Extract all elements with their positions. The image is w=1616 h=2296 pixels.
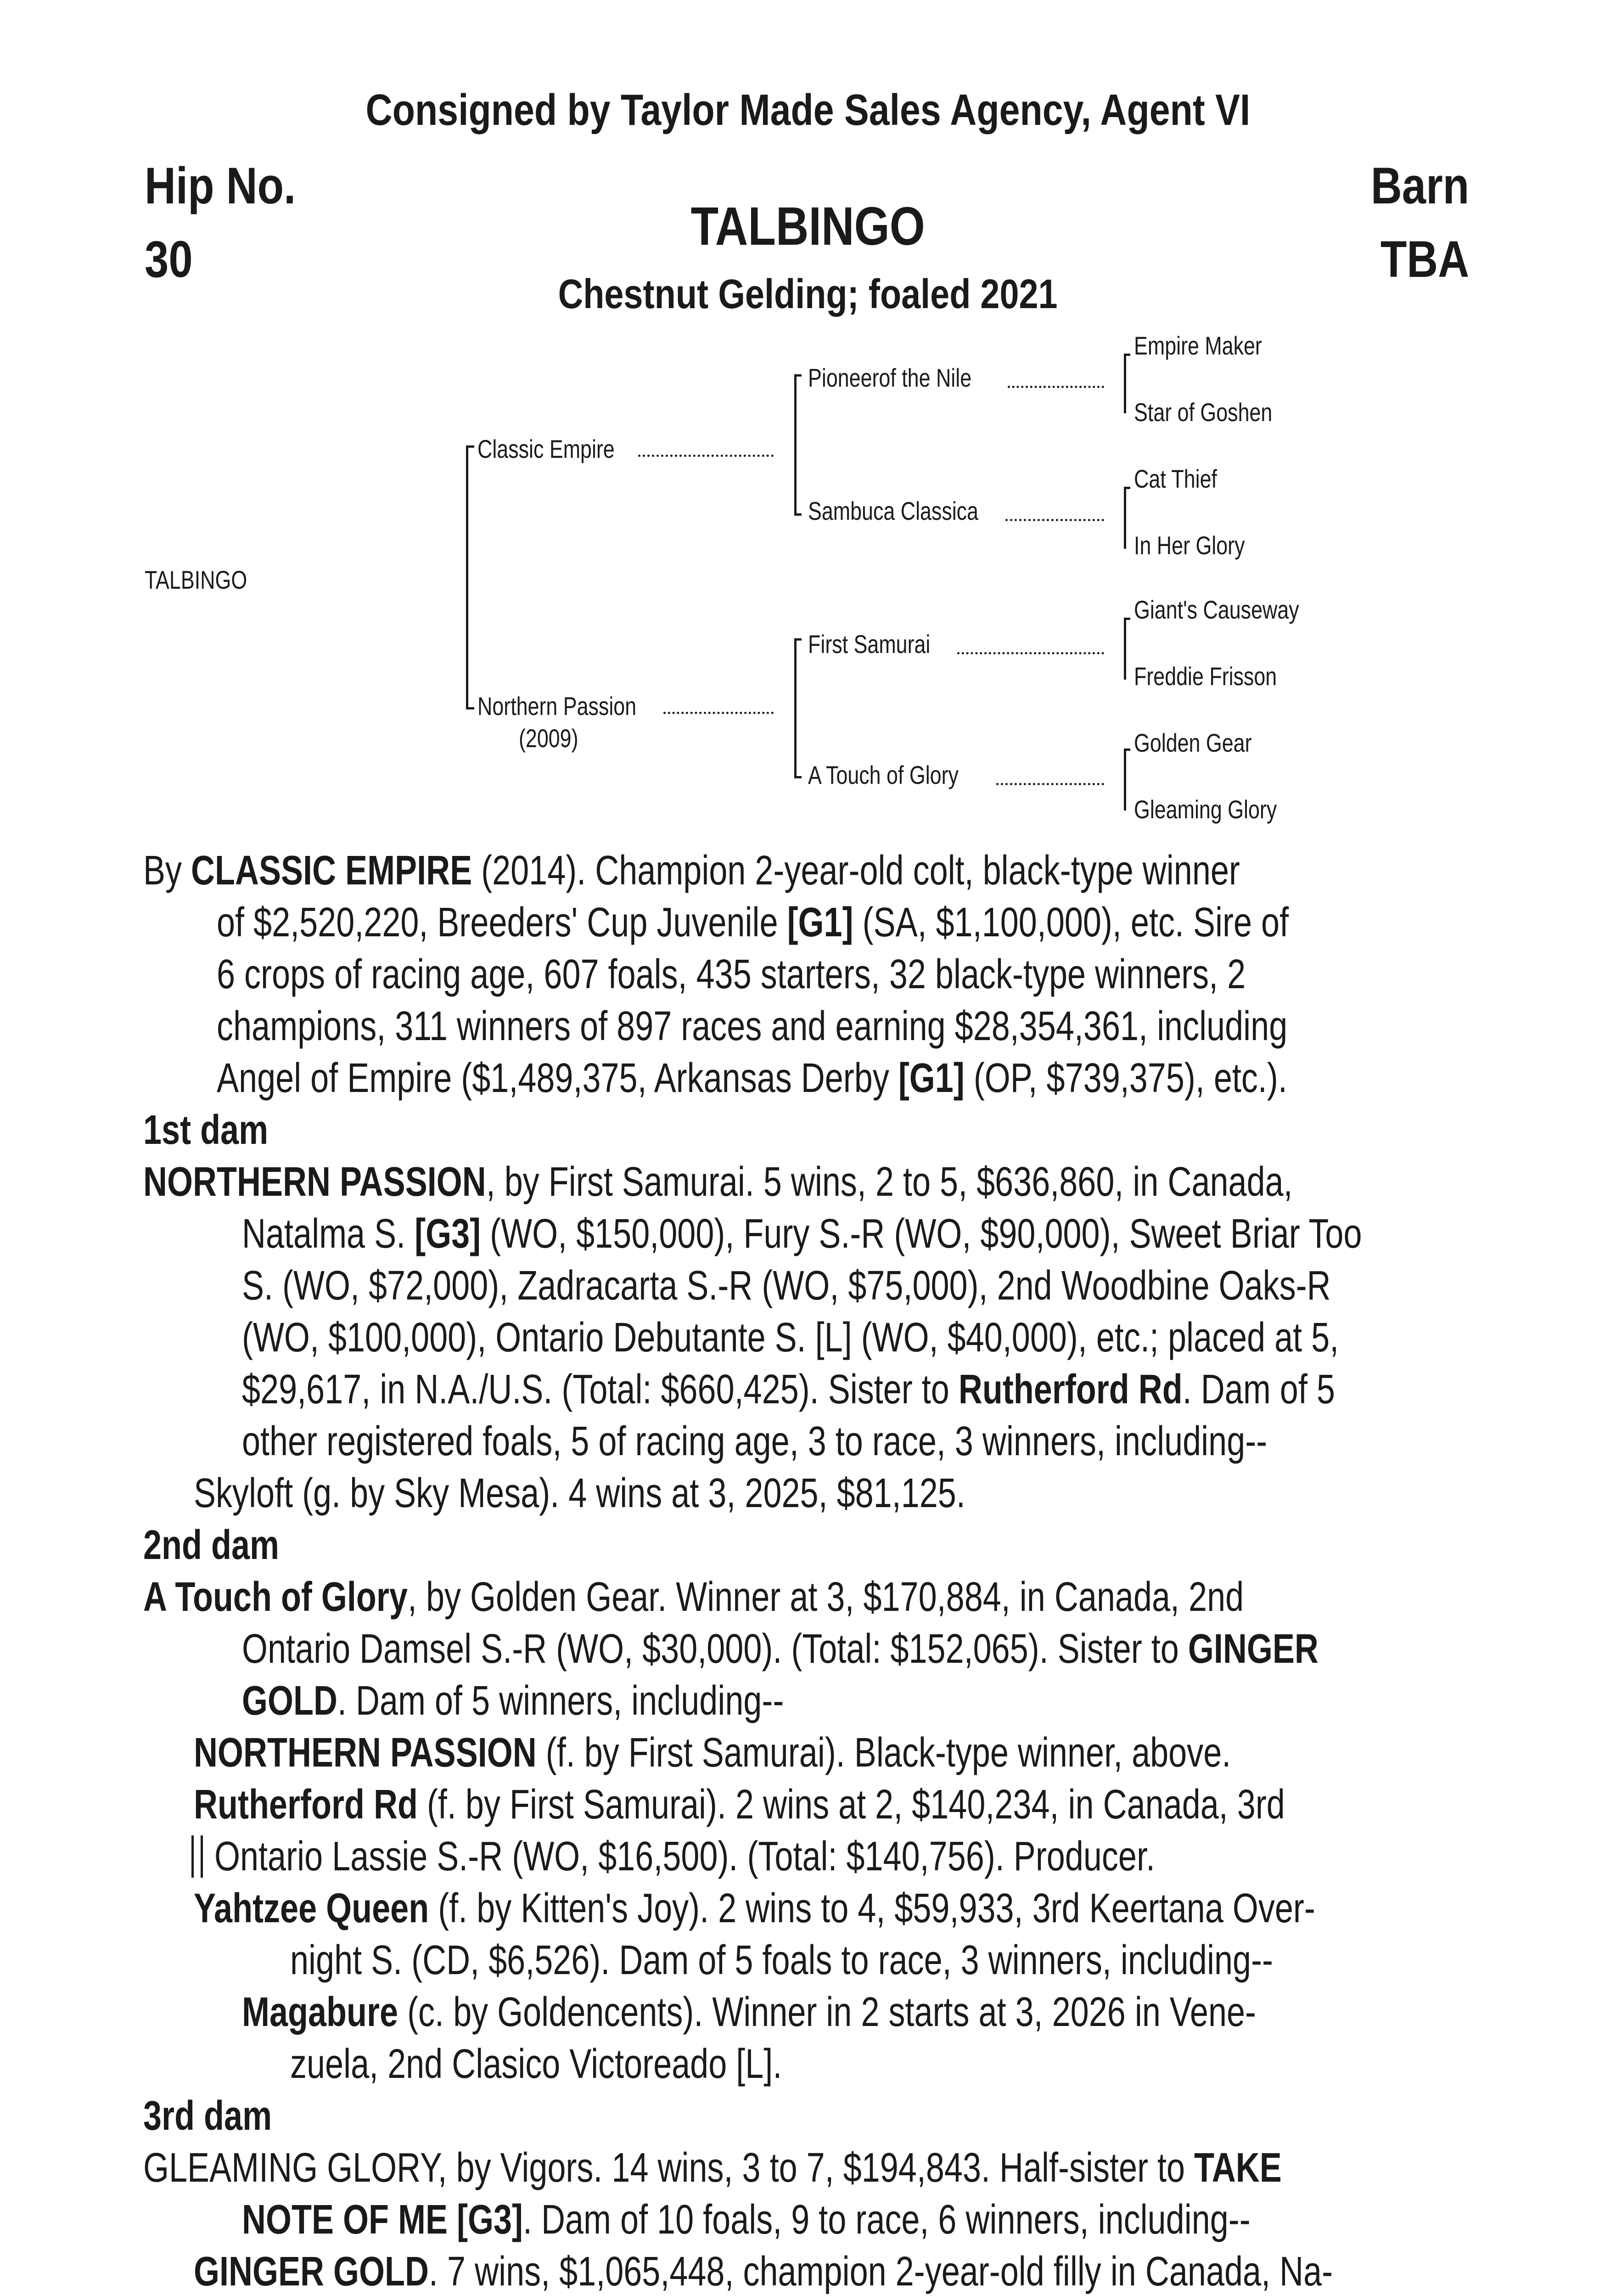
pedigree-sire: Classic Empire [477,434,615,463]
sire-line-text: Angel of Empire ($1,489,375, Arkansas Derby [G1] (OP, $739,375), etc.). [217,1055,1287,1101]
second-dam-line [143,2038,1442,2090]
hip-label: Hip No. [145,157,296,214]
pedigree-subject: TALBINGO [145,565,247,594]
second-dam-line-text: GOLD. Dam of 5 winners, including-- [242,1678,784,1724]
horse-name: TALBINGO [690,196,926,257]
sire-line-text: of $2,520,220, Breeders' Cup Juvenile [G1] (SA, $1,100,000), etc. Sire of [217,900,1289,945]
second-dam-line-text: Ontario Lassie S.-R (WO, $16,500). (Total: $140,756). Producer. [214,1834,1155,1880]
pedigree-dam-dam: A Touch of Glory [808,760,959,789]
pedigree-g5: Giant's Causeway [1134,595,1299,624]
first-dam-line [143,1312,1442,1364]
second-dam-line [143,1675,1442,1727]
pedigree-g8: Gleaming Glory [1134,795,1277,824]
sire-line [143,1052,1442,1104]
second-dam-line-text: Ontario Damsel S.-R (WO, $30,000). (Total: $152,065). Sister to GINGER [242,1626,1319,1672]
second-dam-line-text: Magabure (c. by Goldencents). Winner in 2 starts at 3, 2026 in Vene- [242,1989,1257,2035]
first-dam-line-text: S. (WO, $72,000), Zadracarta S.-R (WO, $75,000), 2nd Woodbine Oaks-R [242,1263,1331,1309]
first-dam-heading: 1st dam [143,1107,269,1153]
first-dam-line [143,1260,1442,1312]
third-dam-heading: 3rd dam [143,2093,272,2139]
pedigree-dam: Northern Passion [477,692,637,720]
third-dam-line-text: GINGER GOLD. 7 wins, $1,065,448, champion 2-year-old filly in Canada, Na- [194,2249,1333,2295]
sire-line-text: champions, 311 winners of 897 races and earning $28,354,361, including [217,1003,1288,1049]
first-dam-line [143,1468,1442,1519]
first-dam-line [143,1156,1442,1208]
second-dam-line-text: A Touch of Glory, by Golden Gear. Winner at 3, $170,884, in Canada, 2nd [143,1574,1244,1620]
first-dam-line-text: $29,617, in N.A./U.S. (Total: $660,425). Sister to Rutherford Rd. Dam of 5 [242,1367,1335,1412]
third-dam-line [143,2246,1442,2296]
second-dam-line [143,1831,1442,1883]
first-dam-line-text: (WO, $100,000), Ontario Debutante S. [L] (WO, $40,000), etc.; placed at 5, [242,1315,1339,1361]
second-dam-heading: 2nd dam [143,1522,280,1568]
third-dam-line-text: NOTE OF ME [G3]. Dam of 10 foals, 9 to race, 6 winners, including-- [242,2197,1251,2243]
pedigree-g2: Star of Goshen [1134,398,1273,427]
pedigree-dam-year: (2009) [519,724,578,753]
second-dam-line [143,1986,1442,2038]
horse-description: Chestnut Gelding; foaled 2021 [558,271,1058,317]
first-dam-line-text: NORTHERN PASSION, by First Samurai. 5 wins, 2 to 5, $636,860, in Canada, [143,1159,1293,1205]
first-dam-line-text: other registered foals, 5 of racing age, 3 to race, 3 winners, including-- [242,1418,1268,1464]
pedigree-g4: In Her Glory [1134,531,1245,560]
catalog-body [143,845,1442,2296]
second-dam-line-text: NORTHERN PASSION (f. by First Samurai). Black-type winner, above. [194,1730,1231,1776]
second-dam-line-text: Rutherford Rd (f. by First Samurai). 2 wins at 2, $140,234, in Canada, 3rd [194,1782,1285,1828]
barn-value: TBA [1380,231,1469,288]
first-dam-line [143,1364,1442,1416]
second-dam-line [143,1623,1442,1675]
pedigree-g3: Cat Thief [1134,464,1217,493]
pedigree-dam-sire: First Samurai [808,630,931,658]
sire-line [143,949,1442,1001]
sire-line-text: By CLASSIC EMPIRE (2014). Champion 2-year-old colt, black-type winner [143,848,1240,894]
second-dam-line [143,1727,1442,1779]
first-dam-line [143,1416,1442,1468]
sire-line-text: 6 crops of racing age, 607 foals, 435 starters, 32 black-type winners, 2 [217,951,1246,997]
sire-line [143,845,1442,897]
second-dam-line [143,1935,1442,1986]
second-dam-line [143,1779,1442,1831]
barn-label: Barn [1370,157,1469,214]
sire-line [143,897,1442,949]
first-dam-line [143,1208,1442,1260]
pedigree-g1: Empire Maker [1134,331,1262,360]
third-dam-line [143,2142,1442,2194]
first-dam-line-text: Skyloft (g. by Sky Mesa). 4 wins at 3, 2025, $81,125. [194,1470,965,1516]
third-dam-line-text: GLEAMING GLORY, by Vigors. 14 wins, 3 to 7, $194,843. Half-sister to TAKE [143,2145,1282,2191]
second-dam-line-text: night S. (CD, $6,526). Dam of 5 foals to race, 3 winners, including-- [290,1937,1273,1983]
pedigree-g6: Freddie Frisson [1134,662,1277,691]
second-dam-line [143,1883,1442,1935]
pedigree-g7: Golden Gear [1134,728,1252,757]
pedigree-sire-sire: Pioneerof the Nile [808,363,972,392]
hip-number: 30 [145,231,193,288]
first-dam-line-text: Natalma S. [G3] (WO, $150,000), Fury S.-R (WO, $90,000), Sweet Briar Too [242,1211,1362,1257]
second-dam-line [143,1571,1442,1623]
sire-line [143,1001,1442,1052]
third-dam-line [143,2194,1442,2246]
second-dam-line-text: zuela, 2nd Clasico Victoreado [L]. [290,2041,782,2087]
consigner-line: Consigned by Taylor Made Sales Agency, Agent VI [365,85,1251,135]
pedigree-sire-dam: Sambuca Classica [808,496,978,525]
second-dam-line-text: Yahtzee Queen (f. by Kitten's Joy). 2 wins to 4, $59,933, 3rd Keertana Over- [194,1885,1315,1931]
